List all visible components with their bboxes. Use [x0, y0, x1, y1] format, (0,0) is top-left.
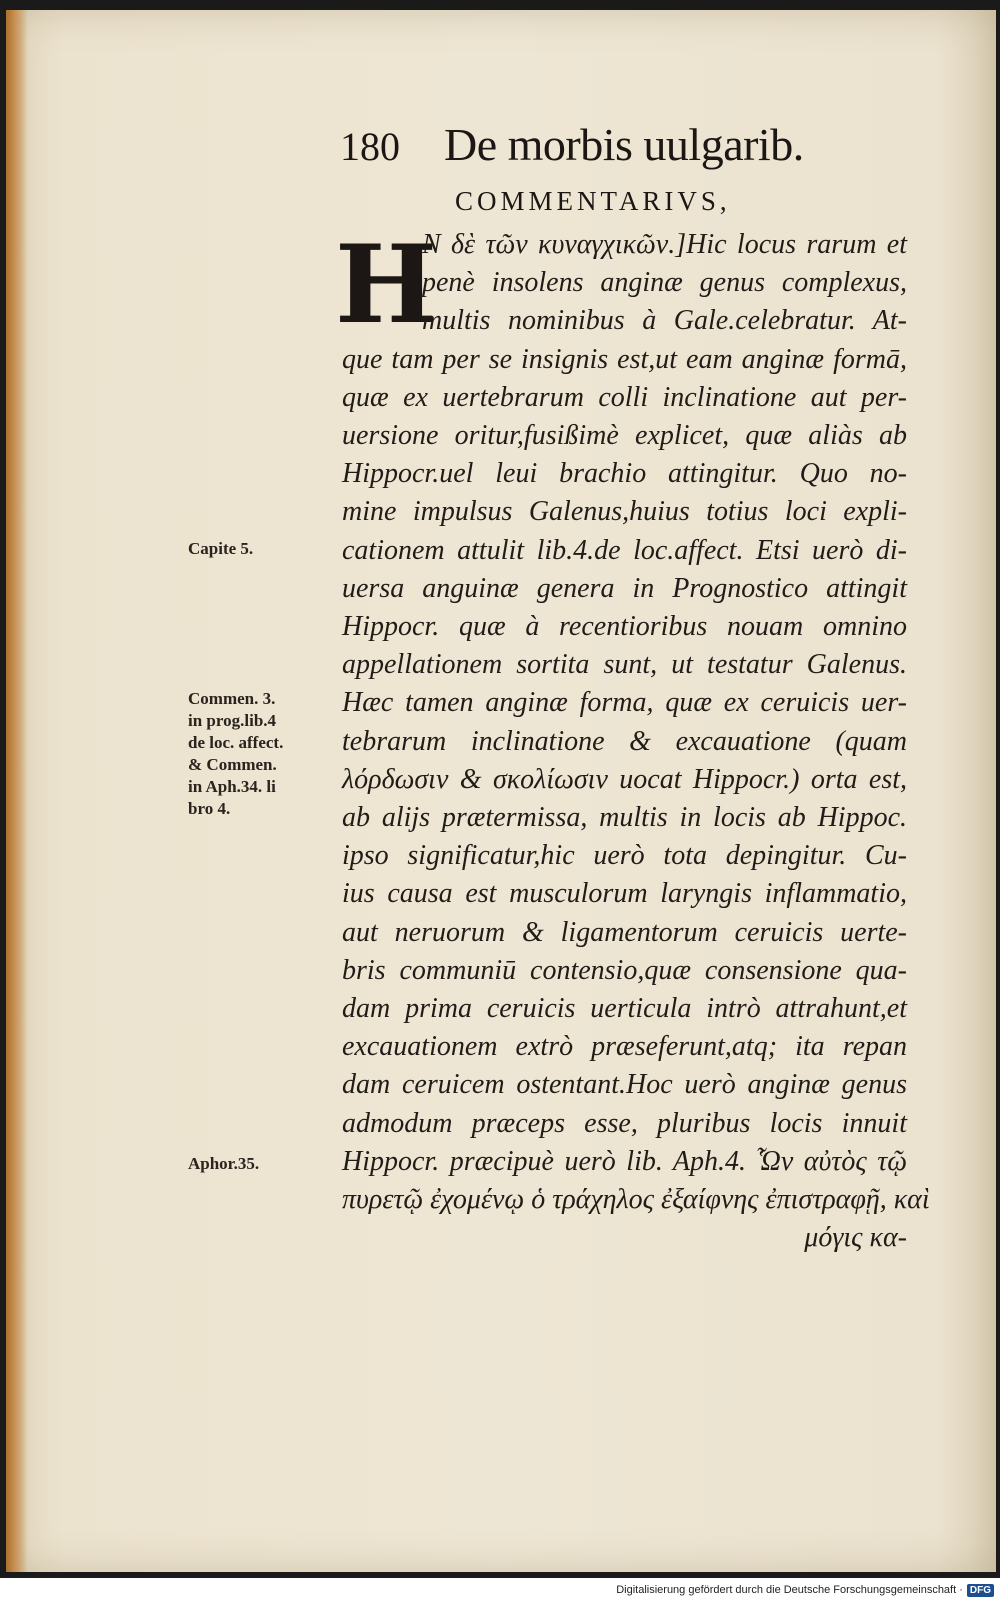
- gutter-shadow: [6, 10, 28, 1572]
- margin-note-line: Commen. 3.: [188, 689, 276, 708]
- text-line: Hæc tamen anginæ forma, quæ ex ceruicis uer-: [342, 687, 907, 719]
- text-line: ipso significatur,hic uerò tota depingitur. Cu-: [342, 840, 907, 872]
- text-line: mine impulsus Galenus,huius totius loci expli-: [342, 496, 907, 528]
- dfg-logo: DFG: [967, 1584, 994, 1597]
- text-line: πυρετῷ ἐχομένῳ ὁ τράχηλος ἐξαίφνης ἐπιστραφῇ, καὶ: [342, 1184, 930, 1216]
- text-line: multis nominibus à Gale.celebratur. At-: [422, 305, 907, 337]
- credit-text: Digitalisierung gefördert durch die Deutsche Forschungsgemeinschaft ·: [616, 1584, 963, 1596]
- text-line: bris communiū contensio,quæ consensione qua-: [342, 954, 907, 986]
- margin-note-line: bro 4.: [188, 799, 231, 818]
- text-line: cationem attulit lib.4.de loc.affect. Etsi uerò di-: [342, 534, 907, 566]
- text-line: aut neruorum & ligamentorum ceruicis uerte-: [342, 916, 907, 948]
- running-title: De morbis uulgarib.: [444, 119, 804, 170]
- text-line: Hippocr. quæ à recentioribus nouam omnino: [342, 611, 907, 643]
- text-line: λόρδωσιν & σκολίωσιν uocat Hippocr.) orta est,: [342, 763, 907, 795]
- text-line: penè insolens anginæ genus complexus,: [422, 267, 907, 299]
- text-line: dam ceruicem ostentant.Hoc uerò anginæ genus: [342, 1069, 907, 1101]
- text-line: admodum præceps esse, pluribus locis innuit: [342, 1107, 907, 1139]
- margin-note-aphor: Aphor.35.: [188, 1154, 260, 1173]
- margin-note-capite: Capite 5.: [188, 539, 254, 558]
- text-line: que tam per se insignis est,ut eam anginæ formā,: [342, 343, 907, 375]
- text-line: μόγις κα-: [804, 1222, 907, 1254]
- text-line: uersione oritur,fusißimè explicet, quæ aliàs ab: [342, 420, 907, 452]
- text-line: tebrarum inclinatione & excauatione (quam: [342, 725, 907, 757]
- text-line: uersa anguinæ genera in Prognostico attingit: [342, 572, 907, 604]
- text-line: quæ ex uertebrarum colli inclinatione aut per-: [342, 381, 907, 413]
- text-line: dam prima ceruicis uerticula intrò attrahunt,et: [342, 993, 907, 1025]
- margin-note-line: in Aph.34. li: [188, 777, 276, 796]
- text-line: appellationem sortita sunt, ut testatur Galenus.: [342, 649, 907, 681]
- page-header: [340, 118, 900, 171]
- section-heading: COMMENTARIVS,: [455, 186, 731, 216]
- drop-cap-initial: H: [335, 222, 438, 348]
- text-line: Hippocr.uel leui brachio attingitur. Quo no-: [342, 458, 907, 490]
- text-line: N δὲ τῶν κυναγχικῶν.]Hic locus rarum et: [422, 229, 907, 260]
- margin-note-commen: [188, 688, 328, 820]
- margin-note-line: de loc. affect.: [188, 733, 284, 752]
- margin-note-line: & Commen.: [188, 755, 277, 774]
- margin-note-line: in prog.lib.4: [188, 711, 277, 730]
- body-text: [342, 226, 930, 1257]
- digitization-credit: [616, 1584, 994, 1597]
- page-number: 180: [340, 124, 400, 169]
- text-line: ab alijs prætermissa, multis in locis ab Hippoc.: [342, 802, 907, 834]
- text-line: Hippocr. præcipuè uerò lib. Aph.4. Ὧν αὐτὸς τῷ: [342, 1145, 907, 1177]
- text-line: excauationem extrò præseferunt,atq; ita repan: [342, 1031, 907, 1063]
- text-line: ius causa est musculorum laryngis inflammatio,: [342, 878, 907, 910]
